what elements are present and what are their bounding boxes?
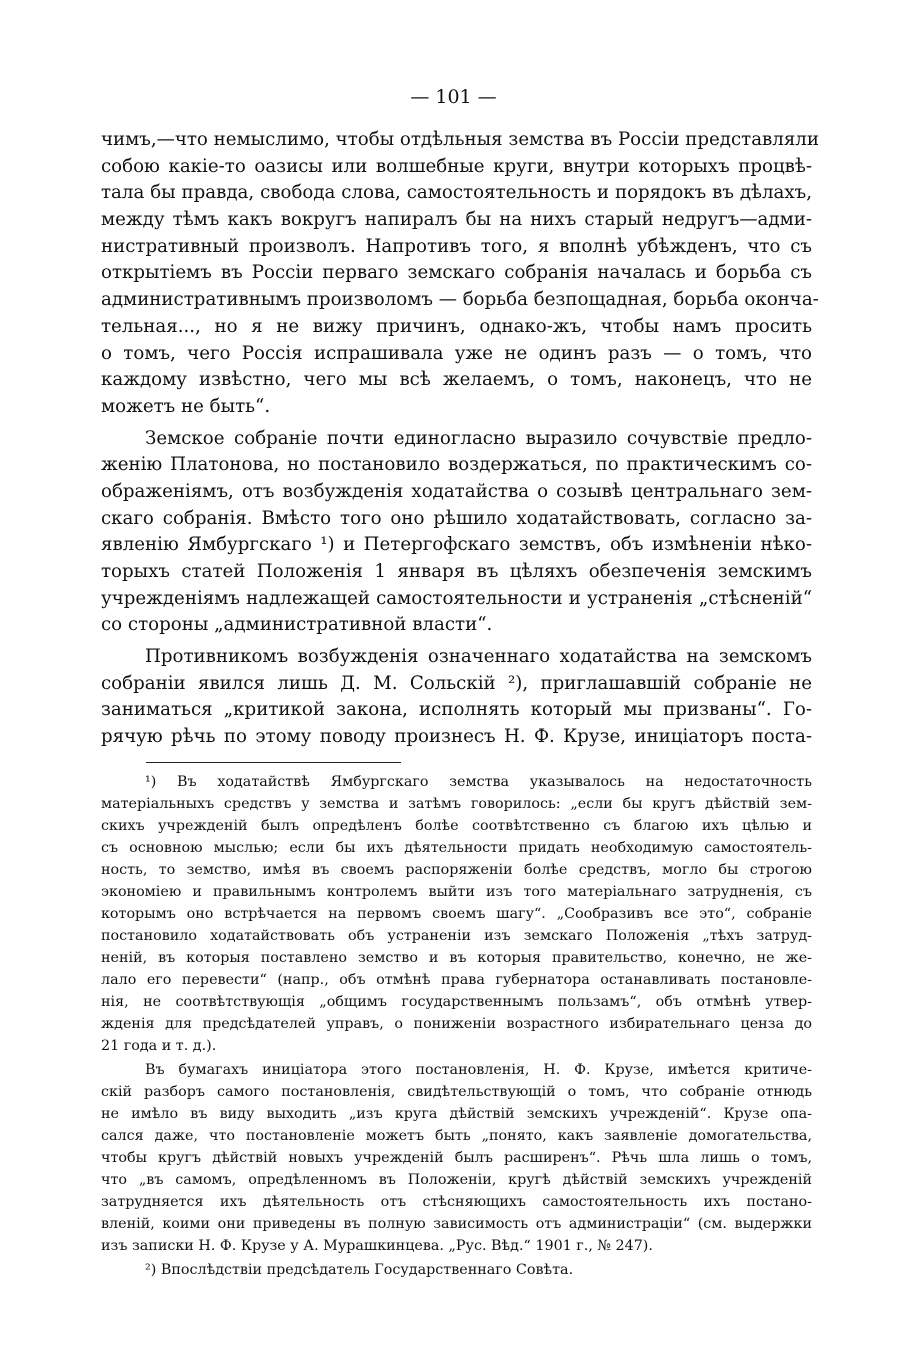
text-line: Противникомъ возбужденія означеннаго ходатайства на земскомъ bbox=[145, 646, 812, 668]
text-line: собраніи явился лишь Д. М. Сольскій ²), приглашавшій собраніе не bbox=[101, 672, 812, 694]
paragraph bbox=[101, 127, 819, 421]
main-text bbox=[101, 127, 819, 756]
text-line: скій разборъ самого постановленія, свидѣтельствующій о томъ, что собраніе отнюдь bbox=[101, 1084, 812, 1100]
text-line: явленію Ямбургскаго ¹) и Петергофскаго земствъ, объ измѣненіи нѣко- bbox=[101, 534, 812, 556]
text-line: жденія для предсѣдателей управъ, о пониженіи возрастного избирательнаго ценза до bbox=[101, 1016, 812, 1032]
text-line: со стороны „административной власти“. bbox=[101, 614, 493, 636]
text-line: изъ записки Н. Ф. Крузе у А. Мурашкинцева. „Рус. Вѣд.“ 1901 г., № 247). bbox=[101, 1238, 653, 1254]
text-line: административнымъ произволомъ — борьба безпощадная, борьба оконча- bbox=[101, 289, 819, 311]
text-line: ¹) Въ ходатайствѣ Ямбургскаго земства указывалось на недостаточность bbox=[145, 774, 812, 790]
text-line: о томъ, чего Россія испрашивала уже не одинъ разъ — о томъ, что bbox=[101, 342, 812, 364]
text-line: съ основною мыслью; если бы ихъ дѣятельности придать необходимую самостоятель- bbox=[101, 840, 812, 856]
footnote bbox=[101, 771, 812, 1057]
text-line: ность, то земство, имѣя въ своемъ распоряженіи болѣе средствъ, могло бы строгою bbox=[101, 862, 812, 878]
footnote-separator bbox=[146, 762, 401, 763]
page-number: — 101 — bbox=[410, 86, 497, 108]
text-line: не имѣло въ виду выходить „изъ круга дѣйствій земскихъ учрежденій“. Крузе опа- bbox=[101, 1106, 812, 1122]
text-line: сался даже, что постановленіе можетъ быть „понято, какъ заявленіе домогательства, bbox=[101, 1128, 812, 1144]
text-line: 21 года и т. д.). bbox=[101, 1038, 217, 1054]
text-line: открытіемъ въ Россіи перваго земскаго собранія началась и борьба съ bbox=[101, 262, 812, 284]
text-line: ²) Впослѣдствіи предсѣдатель Государственнаго Совѣта. bbox=[145, 1262, 574, 1278]
text-line: которымъ оно встрѣчается на первомъ своемъ шагу“. „Сообразивъ все это“, собраніе bbox=[101, 906, 812, 922]
text-line: женію Платонова, но постановило воздержаться, по практическимъ со- bbox=[101, 454, 812, 476]
text-line: тала бы правда, свобода слова, самостоятельность и порядокъ въ дѣлахъ, bbox=[101, 182, 812, 204]
text-line: матеріальныхъ средствъ у земства и затѣмъ говорилось: „если бы кругъ дѣйствій зем- bbox=[101, 796, 812, 812]
text-line: нія, не соотвѣтствующія „общимъ государственнымъ пользамъ“, объ отмѣнѣ утвер- bbox=[101, 994, 812, 1010]
text-line: скихъ учрежденій былъ опредѣленъ болѣе соотвѣтственно съ благою ихъ цѣлью и bbox=[101, 818, 812, 834]
paragraph bbox=[101, 426, 812, 640]
text-line: тельная..., но я не вижу причинъ, однако-жъ, чтобы намъ просить bbox=[101, 315, 812, 337]
text-line: заниматься „критикой закона, исполнять который мы призваны“. Го- bbox=[101, 699, 812, 721]
text-line: учрежденіямъ надлежащей самостоятельности и устраненія „стѣсненій“ bbox=[101, 587, 812, 609]
text-line: скаго собранія. Вмѣсто того оно рѣшило ходатайствовать, согласно за- bbox=[101, 507, 812, 529]
text-line: торыхъ статей Положенія 1 января въ цѣляхъ обезпеченія земскимъ bbox=[101, 561, 812, 582]
text-line: чимъ,—что немыслимо, чтобы отдѣльныя земства въ Россіи представляли bbox=[101, 129, 819, 150]
text-line: можетъ не быть“. bbox=[101, 395, 271, 417]
text-line: рячую рѣчь по этому поводу произнесъ Н. Ф. Крузе, иниціаторъ поста- bbox=[101, 726, 812, 748]
text-line: Въ бумагахъ иниціатора этого постановленія, Н. Ф. Крузе, имѣется критиче- bbox=[145, 1062, 812, 1078]
footnote bbox=[101, 1259, 812, 1281]
text-line: Земское собраніе почти единогласно выразило сочувствіе предло- bbox=[145, 427, 812, 449]
text-line: лало его перевести“ (напр., объ отмѣнѣ права губернатора останавливать постановле- bbox=[101, 972, 812, 988]
text-line: постановило ходатайствовать объ устраненіи изъ земскаго Положенія „тѣхъ затруд- bbox=[101, 928, 812, 944]
footnote bbox=[101, 1059, 812, 1257]
text-line: неній, въ которыя поставлено земство и въ которыя правительство, конечно, не же- bbox=[101, 950, 812, 966]
text-line: вленій, коими они приведены въ полную зависимость отъ администраціи“ (см. выдержки bbox=[101, 1216, 812, 1232]
text-line: экономіею и правильнымъ контролемъ выйти изъ того матеріальнаго затрудненія, съ bbox=[101, 884, 812, 900]
paragraph bbox=[101, 644, 812, 751]
text-line: каждому извѣстно, чего мы всѣ желаемъ, о томъ, наконецъ, что не bbox=[101, 369, 812, 391]
text-line: что „въ самомъ, опредѣленномъ въ Положеніи, кругѣ дѣйствій земскихъ учрежденій bbox=[101, 1172, 812, 1188]
text-line: чтобы кругъ дѣйствій новыхъ учрежденій былъ расширенъ“. Рѣчь шла лишь о томъ, bbox=[101, 1150, 812, 1166]
text-line: собою какіе-то оазисы или волшебные круги, внутри которыхъ процвѣ- bbox=[101, 155, 812, 177]
footnotes bbox=[101, 771, 812, 1283]
text-line: ображеніямъ, отъ возбужденія ходатайства о созывѣ центральнаго зем- bbox=[101, 480, 812, 502]
text-line: затрудняется ихъ дѣятельность отъ стѣсняющихъ самостоятельность ихъ постано- bbox=[101, 1194, 812, 1210]
text-line: между тѣмъ какъ вокругъ напиралъ бы на нихъ старый недругъ—адми- bbox=[101, 209, 812, 231]
text-line: нистративный произволъ. Напротивъ того, я вполнѣ убѣжденъ, что съ bbox=[101, 235, 812, 257]
